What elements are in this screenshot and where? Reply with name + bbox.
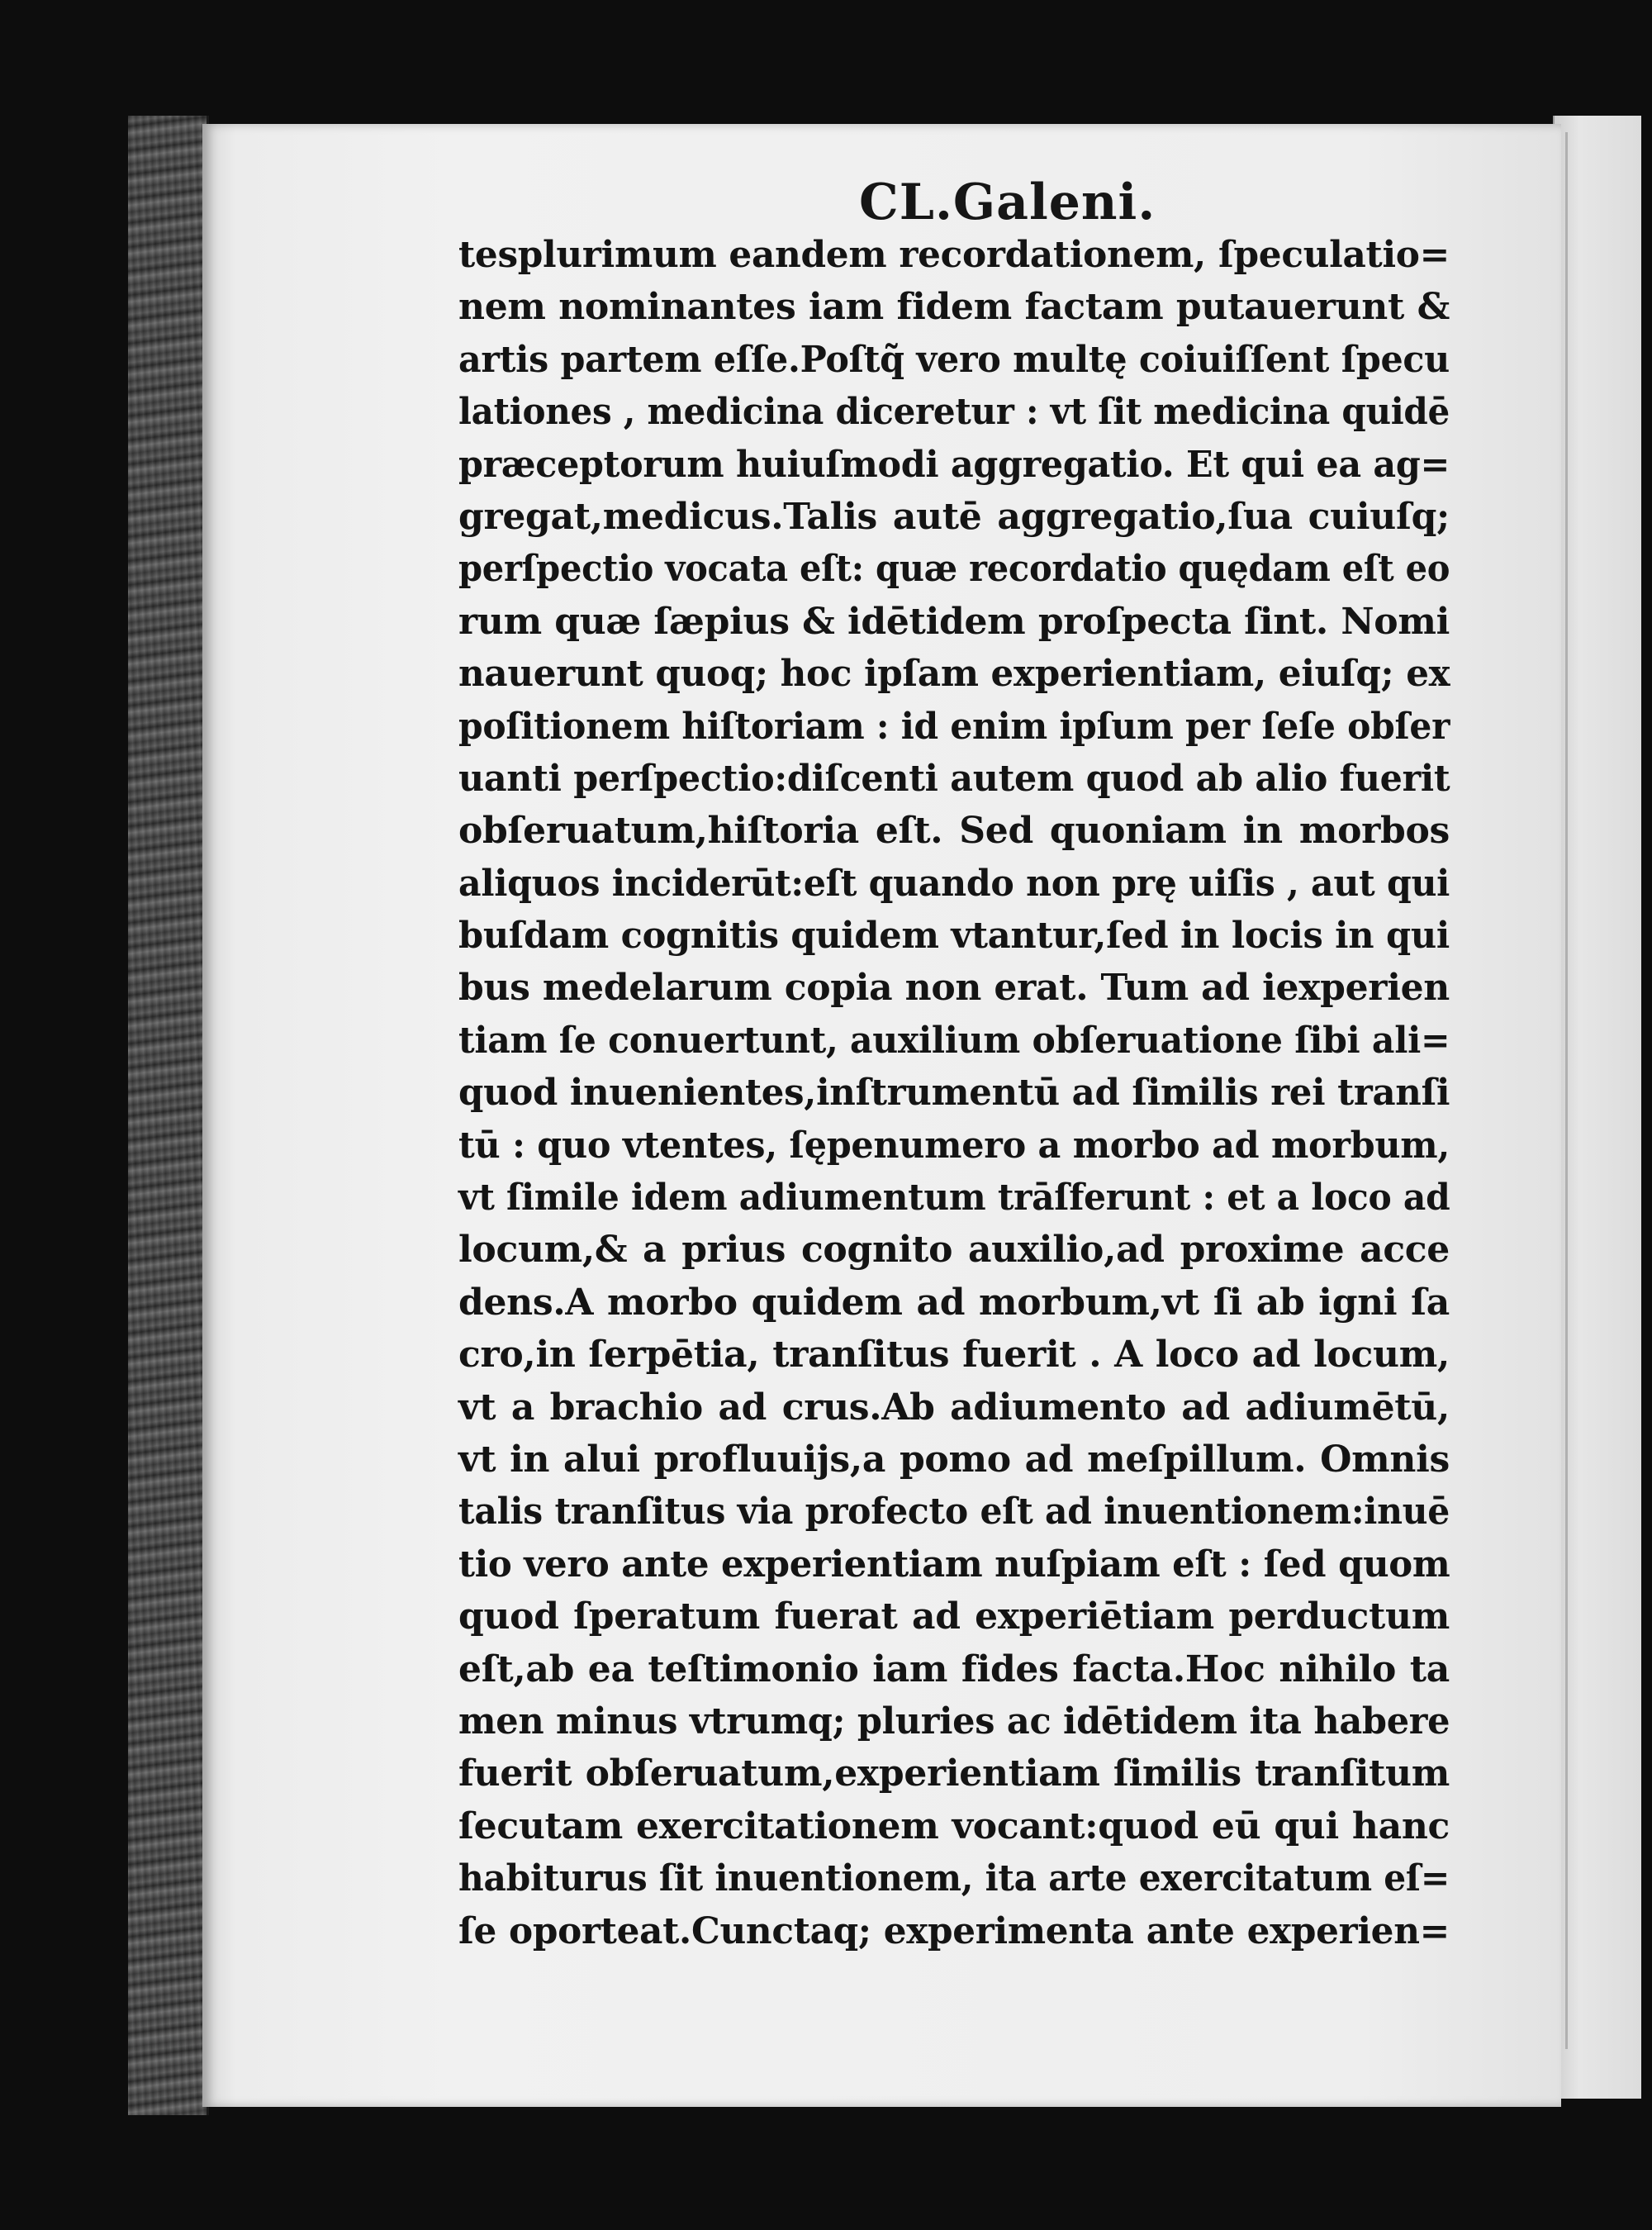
- text-line: locum,& a prius cognito auxilio,ad proxime acce: [458, 1229, 1450, 1272]
- text-line: lationes , medicina diceretur : vt ſit medicina quidē: [458, 391, 1450, 434]
- text-line: nem nominantes iam fidem factam putauerunt &: [458, 286, 1450, 329]
- text-line: fuerit obſeruatum,experientiam ſimilis tranſitum: [458, 1752, 1450, 1795]
- text-line: tio vero ante experientiam nuſpiam eſt : ſed quom: [458, 1543, 1450, 1586]
- text-line: dens.A morbo quidem ad morbum,vt ſi ab igni ſa: [458, 1281, 1450, 1324]
- text-line: buſdam cognitis quidem vtantur,ſed in locis in qui: [458, 915, 1450, 958]
- book-binding-edge: [128, 116, 209, 2115]
- text-line: ſe oporteat.Cunctaq; experimenta ante experien=: [458, 1909, 1450, 1952]
- text-line: quod ſperatum fuerat ad experiētiam perductum: [458, 1595, 1450, 1638]
- body-text-block: [458, 229, 1450, 1957]
- text-line: nauerunt quoq; hoc ipſam experientiam, eiuſq; ex: [458, 653, 1450, 696]
- text-line: gregat,medicus.Talis autē aggregatio,ſua cuiuſq;: [458, 495, 1450, 538]
- text-line: tiam ſe conuertunt, auxilium obſeruatione ſibi ali=: [458, 1019, 1450, 1062]
- text-line: bus medelarum copia non erat. Tum ad iexperien: [458, 967, 1450, 1010]
- text-line: vt ſimile idem adiumentum trāſferunt : et a loco ad: [458, 1177, 1450, 1220]
- text-line: vt in alui profluuijs,a pomo ad meſpillum. Omnis: [458, 1438, 1450, 1481]
- text-line: perſpectio vocata eſt: quæ recordatio quędam eſt eo: [458, 548, 1450, 591]
- text-line: uanti perſpectio:diſcenti autem quod ab alio fuerit: [458, 757, 1450, 800]
- text-line: habiturus ſit inuentionem, ita arte exercitatum eſ=: [458, 1857, 1450, 1900]
- text-line: rum quæ ſæpius & idētidem proſpecta ſint. Nomi: [458, 600, 1450, 643]
- text-line: men minus vtrumq; pluries ac idētidem ita habere: [458, 1700, 1450, 1743]
- text-line: cro,in ſerpētia, tranſitus fuerit . A loco ad locum,: [458, 1334, 1450, 1377]
- text-line: poſitionem hiſtoriam : id enim ipſum per ſeſe obſer: [458, 705, 1450, 748]
- text-line: vt a brachio ad crus.Ab adiumento ad adiumētū,: [458, 1386, 1450, 1429]
- text-line: aliquos inciderūt:eſt quando non prę uiſis , aut qui: [458, 862, 1450, 905]
- text-line: tū : quo vtentes, ſępenumero a morbo ad morbum,: [458, 1124, 1450, 1167]
- running-header: CL.Galeni.: [859, 174, 1156, 231]
- text-line: eſt,ab ea teſtimonio iam fides facta.Hoc nihilo ta: [458, 1648, 1450, 1690]
- text-line: præceptorum huiuſmodi aggregatio. Et qui ea ag=: [458, 443, 1450, 486]
- page-fold-line: [1565, 132, 1568, 2049]
- text-line: ſecutam exercitationem vocant:quod eū qui hanc: [458, 1804, 1450, 1847]
- text-line: tesplurimum eandem recordationem, ſpeculatio=: [458, 234, 1450, 276]
- text-line: talis tranſitus via profecto eſt ad inuentionem:inuē: [458, 1491, 1450, 1533]
- text-line: obſeruatum,hiſtoria eſt. Sed quoniam in morbos: [458, 810, 1450, 853]
- text-line: quod inuenientes,inſtrumentū ad ſimilis rei tranſi: [458, 1072, 1450, 1115]
- text-line: artis partem eſſe.Poſtq̃ vero multę coiuiſſent ſpecu: [458, 338, 1450, 381]
